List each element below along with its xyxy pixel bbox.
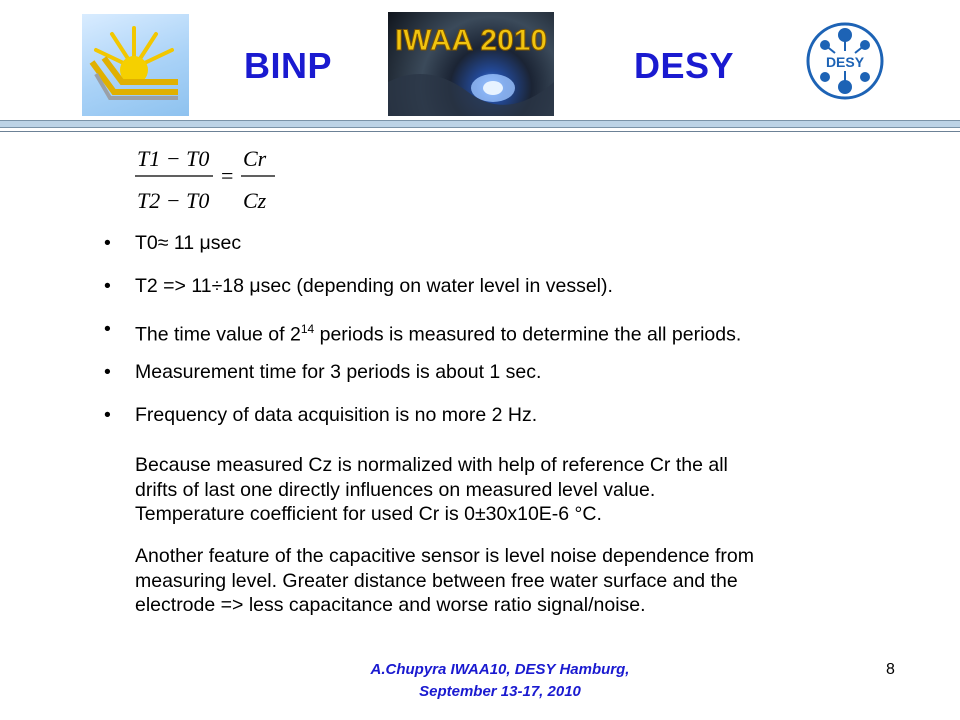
iwaa-2010-logo bbox=[388, 12, 554, 116]
list-item bbox=[104, 404, 741, 447]
desy-title: DESY bbox=[634, 45, 735, 86]
paragraph-noise-dependence bbox=[135, 544, 915, 618]
bullet-list bbox=[104, 232, 741, 447]
capacitance-ratio-formula bbox=[133, 140, 293, 220]
bullet-marker: • bbox=[104, 361, 111, 383]
list-item bbox=[104, 318, 741, 361]
list-item bbox=[104, 361, 741, 404]
paragraph-reference-drift bbox=[135, 453, 915, 527]
binp-logo bbox=[82, 14, 189, 116]
paragraph-line: Another feature of the capacitive sensor is level noise dependence from bbox=[135, 545, 754, 567]
footer-line-date: September 13-17, 2010 bbox=[419, 683, 581, 700]
header-divider bbox=[0, 120, 960, 128]
bullet-marker: • bbox=[104, 275, 111, 297]
desy-logo bbox=[805, 17, 885, 105]
bullet-text: Measurement time for 3 periods is about 1 sec. bbox=[135, 361, 542, 383]
bullet-marker: • bbox=[104, 232, 111, 254]
bullet-marker: • bbox=[104, 318, 111, 340]
paragraph-line: measuring level. Greater distance between free water surface and the bbox=[135, 569, 738, 592]
formula-lhs-denominator: T2 − T0 bbox=[137, 188, 210, 213]
paragraph-line: Because measured Cz is normalized with help of reference Cr the all bbox=[135, 454, 728, 476]
bullet-text: The time value of 2 bbox=[135, 323, 301, 346]
bullet-superscript: 14 bbox=[300, 322, 315, 336]
footer-line-author: A.Chupyra IWAA10, DESY Hamburg, bbox=[370, 661, 630, 678]
bullet-text-continued: periods is measured to determine the all periods. bbox=[314, 323, 742, 346]
bullet-text: T0≈ 11 μsec bbox=[135, 232, 242, 254]
paragraph-line: electrode => less capacitance and worse ratio signal/noise. bbox=[135, 594, 646, 616]
bullet-text: Frequency of data acquisition is no more 2 Hz. bbox=[135, 404, 538, 426]
bullet-marker: • bbox=[104, 404, 111, 426]
footer-credit bbox=[300, 659, 700, 703]
formula-lhs-numerator: T1 − T0 bbox=[137, 146, 210, 171]
desy-logo-text: DESY bbox=[825, 54, 865, 70]
binp-title: BINP bbox=[244, 45, 333, 86]
list-item bbox=[104, 232, 741, 275]
formula-rhs-numerator: Cr bbox=[243, 146, 267, 171]
bullet-text: T2 => 11÷18 μsec (depending on water level in vessel). bbox=[135, 275, 613, 297]
header-divider-thin bbox=[0, 131, 960, 132]
paragraph-line: Temperature coefficient for used Cr is 0±30x10E-6 °C. bbox=[135, 503, 602, 525]
iwaa-logo-text: IWAA 2010 bbox=[394, 24, 548, 57]
page-number: 8 bbox=[886, 661, 895, 678]
formula-rhs-denominator: Cz bbox=[243, 188, 267, 213]
paragraph-line: drifts of last one directly influences on measured level value. bbox=[135, 478, 656, 501]
list-item bbox=[104, 275, 741, 318]
formula-equals: = bbox=[221, 163, 234, 188]
